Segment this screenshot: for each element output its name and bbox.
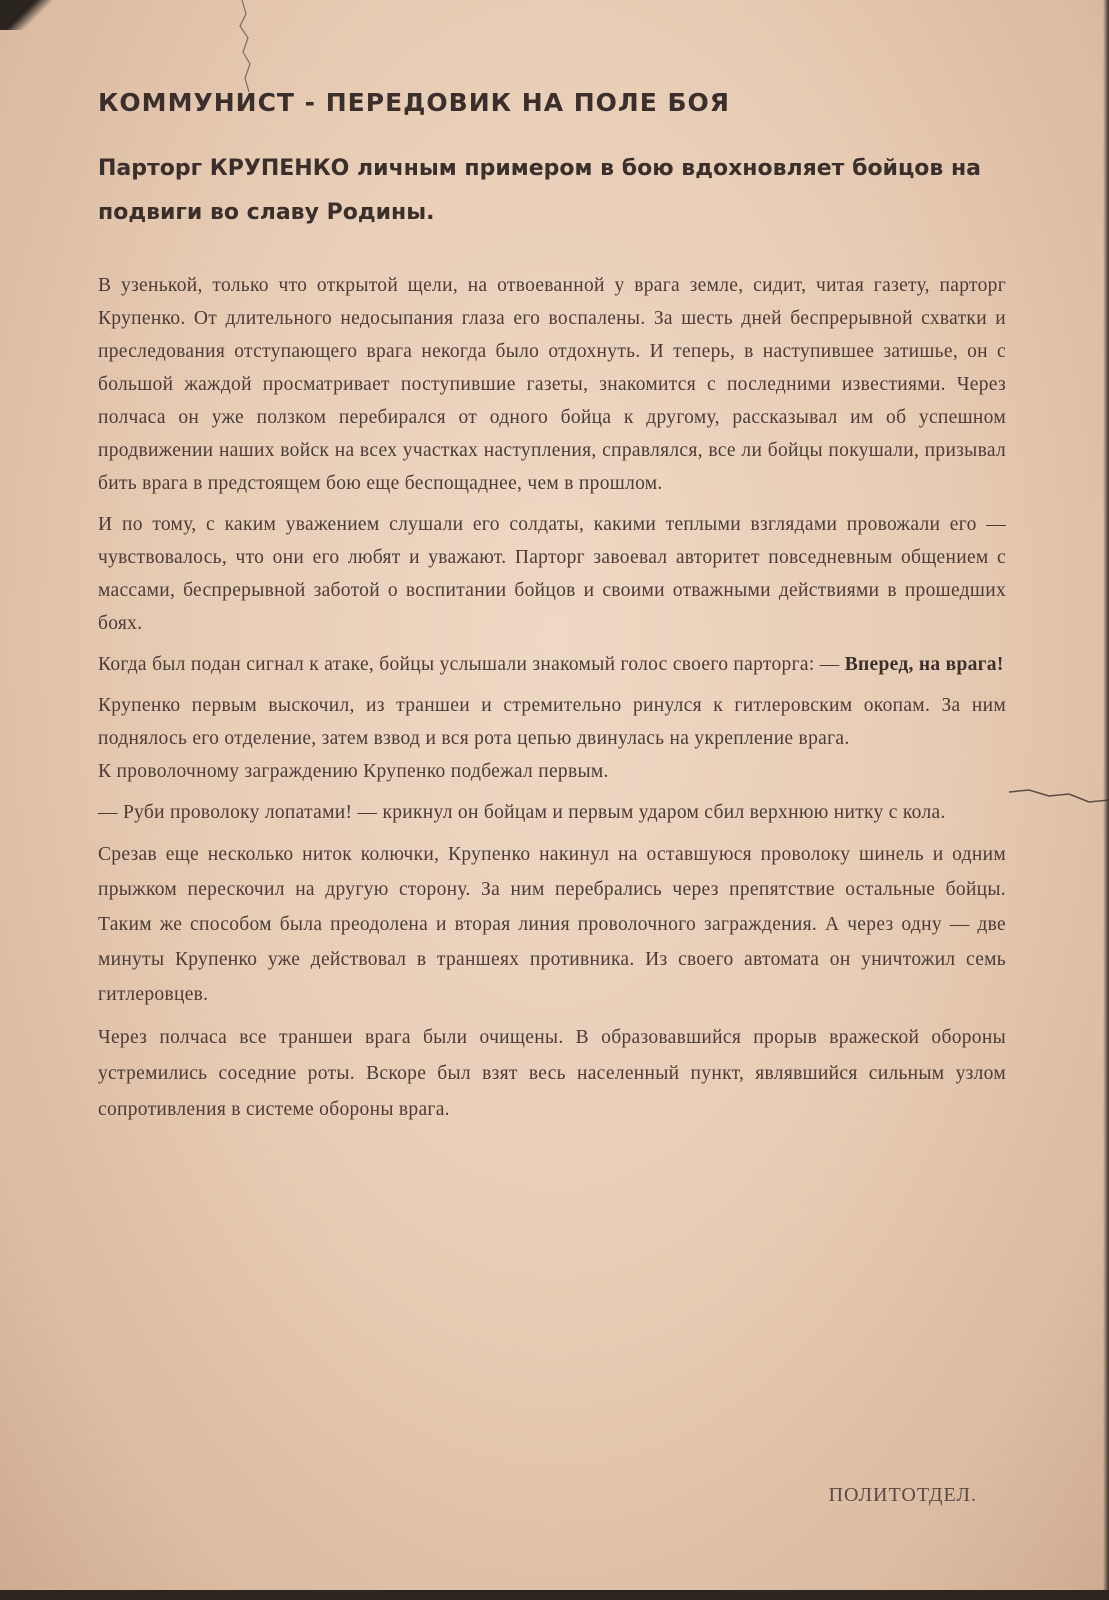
paragraph-2: И по тому, с каким уважением слушали его солдаты, какими теплыми взглядами провожали его — чувствовалось, что они его любят и уважают. Парторг завоевал авторитет повседневным общением с массами, беспрерывной заботой о воспитании бойцов и своими отважными действиями в прошедших боях. <box>98 514 1006 634</box>
paper-tear-top <box>236 0 256 100</box>
attack-text: Когда был подан сигнал к атаке, бойцы услышали знакомый голос своего парторга: — <box>98 654 845 675</box>
paragraph-1: В узенькой, только что открытой щели, на отвоеванной у врага земле, сидит, читая газету, парторг Крупенко. От длительного недосыпания глаза его воспалены. За шесть дней беспрерывной схватки и преследования отступающего врага некогда было отдохнуть. И теперь, в наступившее затишье, он с большой жаждой просматривает поступившие газеты, знакомится с последними известиями. Через полчаса он уже ползком перебирался от одного бойца к другому, рассказывал им об успешном продвижении наших войск на всех участках наступления, справлялся, все ли бойцы покушали, призывал бить врага в предстоящем бою еще беспощаднее, чем в прошлом. <box>98 275 1006 494</box>
signature: ПОЛИТОТДЕЛ. <box>828 1484 977 1506</box>
subheadline: Парторг КРУПЕНКО личным примером в бою вдохновляет бойцов на подвиги во славу Родины. <box>98 156 982 225</box>
attack-command: Вперед, на врага! <box>844 654 1004 675</box>
paragraph-attack <box>98 648 1006 681</box>
paragraph-4: К проволочному заграждению Крупенко подбежал первым. <box>98 761 609 782</box>
paper-tear-right <box>1009 780 1109 820</box>
paragraph-7: Через полчаса все траншеи врага были очищены. В образовавшийся прорыв вражеской обороны устремились соседние роты. Вскоре был взят весь населенный пункт, являвшийся сильным узлом сопротивления в системе обороны врага. <box>98 1027 1006 1120</box>
headline: КОММУНИСТ - ПЕРЕДОВИК НА ПОЛЕ БОЯ <box>98 88 731 117</box>
paper-right-edge <box>1103 0 1109 1600</box>
article <box>98 88 1006 1136</box>
paragraph-3: Крупенко первым выскочил, из траншеи и стремительно ринулся к гитлеровским окопам. За ним поднялось его отделение, затем взвод и вся рота цепью двинулась на укрепление врага. <box>98 695 1006 749</box>
paragraph-6: Срезав еще несколько ниток колючки, Крупенко накинул на оставшуюся проволоку шинель и одним прыжком перескочил на другую сторону. За ним перебрались через препятствие остальные бойцы. Таким же способом была преодолена и вторая линия проволочного заграждения. А через одну — две минуты Крупенко уже действовал в траншеях противника. Из своего автомата он уничтожил семь гитлеровцев. <box>98 844 1006 1005</box>
paragraph-5: — Руби проволоку лопатами! — крикнул он бойцам и первым ударом сбил верхнюю нитку с кола. <box>98 802 946 823</box>
dark-corner <box>0 0 60 30</box>
paper-bottom-edge <box>0 1590 1109 1600</box>
